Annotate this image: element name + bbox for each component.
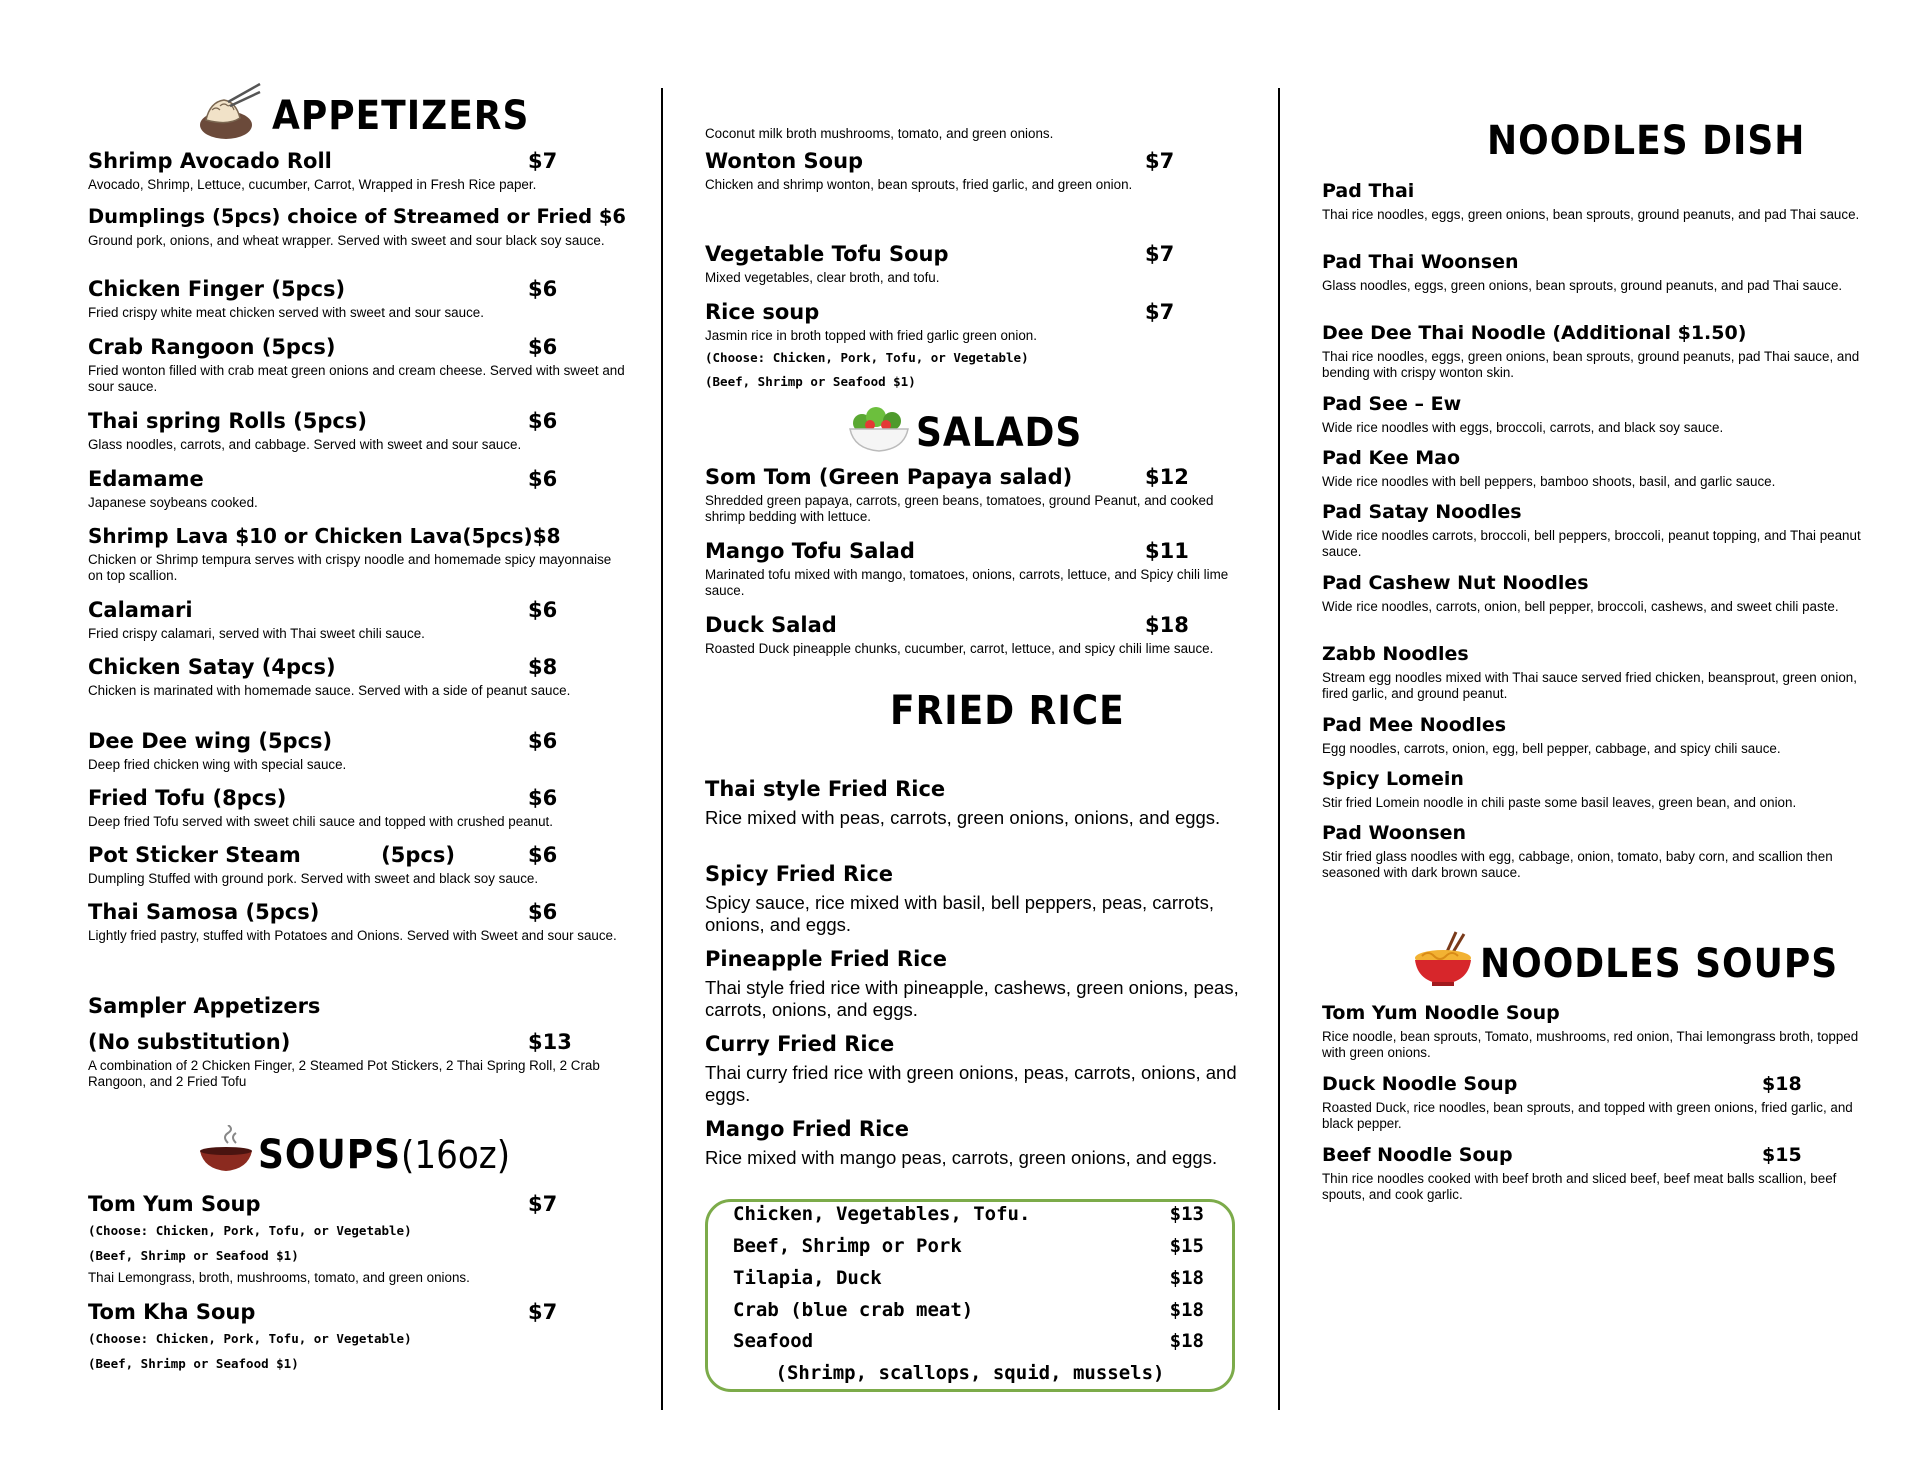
menu-item bbox=[88, 785, 628, 830]
item-description: Avocado, Shrimp, Lettuce, cucumber, Carrot, Wrapped in Fresh Rice paper. bbox=[88, 177, 537, 192]
soup-bowl-icon bbox=[198, 1125, 254, 1185]
menu-item bbox=[1322, 712, 1862, 757]
item-price: $11 bbox=[1145, 539, 1189, 563]
price-row bbox=[733, 1329, 1204, 1353]
price-label: Beef, Shrimp or Pork bbox=[733, 1235, 962, 1257]
item-price bbox=[1762, 1000, 1862, 1026]
price-value: $18 bbox=[1169, 1299, 1204, 1321]
item-price: $6 bbox=[528, 843, 558, 867]
menu-item bbox=[88, 276, 628, 321]
item-description: Marinated tofu mixed with mango, tomatoes, onions, carrots, lettuce, and Spicy chili lime sauce. bbox=[705, 567, 1229, 598]
menu-item bbox=[1322, 570, 1862, 615]
menu-item bbox=[705, 861, 1245, 936]
item-description: Mixed vegetables, clear broth, and tofu. bbox=[705, 270, 940, 285]
item-price: $6 bbox=[528, 467, 558, 491]
fried-rice-title: FRIED RICE bbox=[890, 688, 1125, 734]
item-price: $6 bbox=[528, 277, 558, 301]
column-divider bbox=[1278, 88, 1280, 1410]
item-name: Som Tom (Green Papaya salad) bbox=[705, 465, 1073, 489]
menu-item bbox=[88, 408, 628, 453]
item-name: Pot Sticker Steam (5pcs) bbox=[88, 843, 455, 867]
item-name: Spicy Fried Rice bbox=[705, 862, 894, 886]
item-option: (Choose: Chicken, Pork, Tofu, or Vegetable) bbox=[88, 1223, 412, 1238]
menu-item bbox=[88, 654, 628, 699]
menu-item bbox=[88, 204, 628, 249]
item-description: Chicken or Shrimp tempura serves with crispy noodle and homemade spicy mayonnaise on top scallion. bbox=[88, 552, 612, 583]
price-row bbox=[733, 1202, 1204, 1226]
appetizers-heading bbox=[198, 80, 529, 152]
item-name: Chicken Finger (5pcs) bbox=[88, 277, 346, 301]
price-box-note: (Shrimp, scallops, squid, mussels) bbox=[775, 1362, 1165, 1384]
item-name: Rice soup bbox=[705, 300, 820, 324]
item-price: $7 bbox=[1145, 242, 1175, 266]
item-option: (Beef, Shrimp or Seafood $1) bbox=[88, 1248, 299, 1263]
price-label: Seafood bbox=[733, 1330, 814, 1352]
menu-item bbox=[1322, 766, 1862, 811]
price-value: $18 bbox=[1169, 1267, 1204, 1289]
menu-item bbox=[705, 1031, 1245, 1106]
noodles-soups-heading bbox=[1412, 930, 1838, 998]
item-option: (Choose: Chicken, Pork, Tofu, or Vegetable) bbox=[705, 350, 1029, 365]
menu-item bbox=[88, 523, 628, 584]
item-name: Thai Samosa (5pcs) bbox=[88, 900, 320, 924]
item-description: Fried crispy calamari, served with Thai sweet chili sauce. bbox=[88, 626, 425, 641]
item-price: $6 bbox=[528, 409, 558, 433]
menu-item bbox=[1322, 445, 1862, 490]
fried-rice-price-box bbox=[705, 1199, 1235, 1392]
noodles-soups-title: NOODLES SOUPS bbox=[1480, 941, 1839, 987]
item-name: Dee Dee Thai Noodle (Additional $1.50) bbox=[1322, 322, 1747, 344]
price-label: Crab (blue crab meat) bbox=[733, 1299, 974, 1321]
salads-title: SALADS bbox=[916, 410, 1083, 456]
item-price: $6 bbox=[528, 729, 558, 753]
item-name: Tom Kha Soup bbox=[88, 1300, 256, 1324]
item-name: Tom Yum Noodle Soup bbox=[1322, 1002, 1560, 1024]
menu-item bbox=[1322, 320, 1862, 381]
item-description: Egg noodles, carrots, onion, egg, bell pepper, cabbage, and spicy chili sauce. bbox=[1322, 741, 1781, 756]
price-label: Tilapia, Duck bbox=[733, 1267, 882, 1289]
item-name: Zabb Noodles bbox=[1322, 643, 1469, 665]
menu-item bbox=[88, 334, 628, 395]
item-name: Pad Satay Noodles bbox=[1322, 501, 1522, 523]
item-description: Rice mixed with peas, carrots, green onions, onions, and eggs. bbox=[705, 807, 1221, 828]
menu-item bbox=[1322, 178, 1862, 223]
item-option: (Beef, Shrimp or Seafood $1) bbox=[705, 374, 916, 389]
item-name: Edamame bbox=[88, 467, 204, 491]
item-name: Curry Fried Rice bbox=[705, 1032, 895, 1056]
item-price: $15 bbox=[1762, 1144, 1802, 1166]
item-description: Fried wonton filled with crab meat green onions and cream cheese. Served with sweet and sour sauce. bbox=[88, 363, 625, 394]
menu-item bbox=[88, 466, 628, 511]
item-description: Rice mixed with mango peas, carrots, green onions, and eggs. bbox=[705, 1147, 1218, 1168]
menu-item bbox=[1322, 641, 1862, 702]
item-description: Rice noodle, bean sprouts, Tomato, mushrooms, red onion, Thai lemongrass broth, topped with green onions. bbox=[1322, 1029, 1859, 1060]
menu-item bbox=[88, 148, 628, 193]
menu-item bbox=[1322, 391, 1862, 436]
item-name: Pad Kee Mao bbox=[1322, 447, 1461, 469]
item-price: $6 bbox=[528, 335, 558, 359]
salad-bowl-icon bbox=[848, 403, 910, 463]
item-name: Thai spring Rolls (5pcs) bbox=[88, 409, 367, 433]
item-description: Thai style fried rice with pineapple, cashews, green onions, peas, carrots, onions, and eggs. bbox=[705, 977, 1239, 1020]
item-price: $8 bbox=[532, 524, 561, 548]
item-name: Pad Thai Woonsen bbox=[1322, 251, 1519, 273]
item-description: Fried crispy white meat chicken served with sweet and sour sauce. bbox=[88, 305, 484, 320]
item-description: Shredded green papaya, carrots, green beans, tomatoes, ground Peanut, and cooked shrimp bedding with lettuce. bbox=[705, 493, 1214, 524]
item-description: Wide rice noodles with eggs, broccoli, carrots, and black soy sauce. bbox=[1322, 420, 1724, 435]
price-value: $13 bbox=[1169, 1203, 1204, 1225]
menu-item bbox=[88, 597, 628, 642]
soups-title: SOUPS bbox=[258, 1132, 402, 1178]
price-value: $18 bbox=[1169, 1330, 1204, 1352]
item-price: $6 bbox=[528, 598, 558, 622]
item-name: Beef Noodle Soup bbox=[1322, 1144, 1513, 1166]
menu-item bbox=[705, 946, 1245, 1021]
item-name: Sampler Appetizers bbox=[88, 994, 321, 1018]
item-price bbox=[626, 204, 628, 230]
item-name: Thai style Fried Rice bbox=[705, 777, 946, 801]
item-name: Mango Tofu Salad bbox=[705, 539, 915, 563]
item-name: Pad Mee Noodles bbox=[1322, 714, 1507, 736]
soups-size: (16oz) bbox=[401, 1133, 511, 1177]
item-price: $7 bbox=[528, 1192, 558, 1216]
item-name: Pad Woonsen bbox=[1322, 822, 1467, 844]
item-price: $12 bbox=[1145, 465, 1189, 489]
item-description: Deep fried Tofu served with sweet chili sauce and topped with crushed peanut. bbox=[88, 814, 553, 829]
menu-item bbox=[88, 1299, 628, 1372]
item-description: Japanese soybeans cooked. bbox=[88, 495, 258, 510]
item-name: Shrimp Lava $10 or Chicken Lava(5pcs) bbox=[88, 524, 533, 548]
price-value: $15 bbox=[1169, 1235, 1204, 1257]
menu-item bbox=[705, 776, 1245, 829]
price-row bbox=[733, 1234, 1204, 1258]
item-price: $7 bbox=[1145, 149, 1175, 173]
menu-item bbox=[1322, 1142, 1862, 1203]
appetizers-title: APPETIZERS bbox=[272, 93, 530, 139]
item-name: (No substitution) bbox=[88, 1030, 291, 1054]
menu-item bbox=[705, 299, 1245, 390]
item-name: Pad Thai bbox=[1322, 180, 1415, 202]
item-description: Stream egg noodles mixed with Thai sauce served fried chicken, beansprout, green onion, fired garlic, and ground peanut. bbox=[1322, 670, 1857, 701]
menu-item bbox=[705, 241, 1245, 286]
column-divider bbox=[661, 88, 663, 1410]
item-name: Fried Tofu (8pcs) bbox=[88, 786, 287, 810]
item-name: Pineapple Fried Rice bbox=[705, 947, 947, 971]
item-description: Stir fried glass noodles with egg, cabbage, onion, tomato, baby corn, and scallion then seasoned with dark brown sauce. bbox=[1322, 849, 1833, 880]
item-description: Roasted Duck pineapple chunks, cucumber, carrot, lettuce, and spicy chili lime sauce. bbox=[705, 641, 1214, 656]
price-row bbox=[733, 1266, 1204, 1290]
item-price: $6 bbox=[528, 786, 558, 810]
item-name: Vegetable Tofu Soup bbox=[705, 242, 949, 266]
item-description: Wide rice noodles, carrots, onion, bell pepper, broccoli, cashews, and sweet chili paste. bbox=[1322, 599, 1839, 614]
item-description: Jasmin rice in broth topped with fried garlic green onion. bbox=[705, 328, 1037, 343]
item-name: Crab Rangoon (5pcs) bbox=[88, 335, 336, 359]
item-description: Thai rice noodles, eggs, green onions, bean sprouts, ground peanuts, and pad Thai sauce. bbox=[1322, 207, 1860, 222]
item-price: $18 bbox=[1145, 613, 1189, 637]
item-description: Dumpling Stuffed with ground pork. Served with sweet and black soy sauce. bbox=[88, 871, 539, 886]
salads-heading bbox=[848, 403, 1082, 463]
dumpling-icon bbox=[198, 80, 262, 152]
item-description: Chicken is marinated with homemade sauce. Served with a side of peanut sauce. bbox=[88, 683, 571, 698]
item-name: Calamari bbox=[88, 598, 193, 622]
menu-item bbox=[1322, 499, 1862, 560]
item-name: Wonton Soup bbox=[705, 149, 864, 173]
item-option: (Choose: Chicken, Pork, Tofu, or Vegetable) bbox=[88, 1331, 412, 1346]
item-description: Deep fried chicken wing with special sauce. bbox=[88, 757, 347, 772]
noodle-bowl-icon bbox=[1412, 930, 1474, 998]
menu-item bbox=[88, 842, 628, 887]
noodles-dish-title: NOODLES DISH bbox=[1487, 118, 1806, 164]
item-description: Lightly fried pastry, stuffed with Potatoes and Onions. Served with Sweet and sour sauce. bbox=[88, 928, 617, 943]
item-description: Thin rice noodles cooked with beef broth and sliced beef, beef meat balls scallion, beef spouts, and cook garlic. bbox=[1322, 1171, 1837, 1202]
menu-item bbox=[705, 538, 1245, 599]
menu-item bbox=[705, 148, 1245, 193]
item-name: Pad See – Ew bbox=[1322, 393, 1462, 415]
item-name: Pad Cashew Nut Noodles bbox=[1322, 572, 1589, 594]
item-price: $7 bbox=[1145, 300, 1175, 324]
menu-item bbox=[1322, 820, 1862, 881]
item-price: $8 bbox=[528, 655, 558, 679]
item-option: (Beef, Shrimp or Seafood $1) bbox=[88, 1356, 299, 1371]
item-price: $7 bbox=[528, 149, 558, 173]
menu-item bbox=[1322, 1000, 1862, 1061]
item-description: Wide rice noodles carrots, broccoli, bell peppers, broccoli, peanut topping, and Thai peanut sauce. bbox=[1322, 528, 1861, 559]
item-description: Wide rice noodles with bell peppers, bamboo shoots, basil, and garlic sauce. bbox=[1322, 474, 1776, 489]
item-name: Duck Salad bbox=[705, 613, 837, 637]
item-name: Dumplings (5pcs) choice of Streamed or Fried $6 bbox=[88, 205, 626, 228]
item-name: Shrimp Avocado Roll bbox=[88, 149, 332, 173]
item-description: Chicken and shrimp wonton, bean sprouts, fried garlic, and green onion. bbox=[705, 177, 1133, 192]
item-name: Tom Yum Soup bbox=[88, 1192, 261, 1216]
item-name: Chicken Satay (4pcs) bbox=[88, 655, 336, 679]
item-description: Glass noodles, eggs, green onions, bean sprouts, ground peanuts, and pad Thai sauce. bbox=[1322, 278, 1843, 293]
menu-item bbox=[1322, 249, 1862, 294]
item-description: Thai curry fried rice with green onions, peas, carrots, onions, and eggs. bbox=[705, 1062, 1237, 1105]
noodles-dish-heading bbox=[1487, 118, 1805, 164]
menu-item bbox=[705, 1116, 1245, 1169]
menu-item bbox=[88, 1191, 628, 1286]
item-name: Spicy Lomein bbox=[1322, 768, 1464, 790]
menu-item bbox=[88, 728, 628, 773]
soups-heading bbox=[198, 1125, 510, 1185]
item-price: $13 bbox=[528, 1030, 572, 1054]
item-description: A combination of 2 Chicken Finger, 2 Steamed Pot Stickers, 2 Thai Spring Roll, 2 Crab Rangoon, and 2 Fried Tofu bbox=[88, 1058, 600, 1089]
menu-item bbox=[1322, 1071, 1862, 1132]
menu-item bbox=[705, 612, 1245, 657]
item-description: Thai rice noodles, eggs, green onions, bean sprouts, ground peanuts, pad Thai sauce, and bending with crispy wonton skin. bbox=[1322, 349, 1860, 380]
item-description: Ground pork, onions, and wheat wrapper. Served with sweet and sour black soy sauce. bbox=[88, 233, 605, 248]
item-description: Coconut milk broth mushrooms, tomato, and green onions. bbox=[705, 126, 1054, 141]
item-description: Roasted Duck, rice noodles, bean sprouts, and topped with green onions, fried garlic, and black pepper. bbox=[1322, 1100, 1853, 1131]
item-name: Mango Fried Rice bbox=[705, 1117, 909, 1141]
price-row bbox=[733, 1298, 1204, 1322]
item-price: $6 bbox=[528, 900, 558, 924]
item-description: Thai Lemongrass, broth, mushrooms, tomato, and green onions. bbox=[88, 1270, 470, 1285]
sampler-item bbox=[88, 993, 628, 1090]
menu-item bbox=[88, 899, 628, 944]
item-description: Glass noodles, carrots, and cabbage. Served with sweet and sour sauce. bbox=[88, 437, 522, 452]
item-description: Stir fried Lomein noodle in chili paste some basil leaves, green bean, and onion. bbox=[1322, 795, 1797, 810]
item-description: Spicy sauce, rice mixed with basil, bell peppers, peas, carrots, onions, and eggs. bbox=[705, 892, 1214, 935]
item-price: $7 bbox=[528, 1300, 558, 1324]
fried-rice-heading bbox=[890, 688, 1125, 734]
item-price: $18 bbox=[1762, 1073, 1802, 1095]
item-name: Dee Dee wing (5pcs) bbox=[88, 729, 333, 753]
menu-item bbox=[705, 464, 1245, 525]
item-name: Duck Noodle Soup bbox=[1322, 1073, 1518, 1095]
price-label: Chicken, Vegetables, Tofu. bbox=[733, 1203, 1031, 1225]
